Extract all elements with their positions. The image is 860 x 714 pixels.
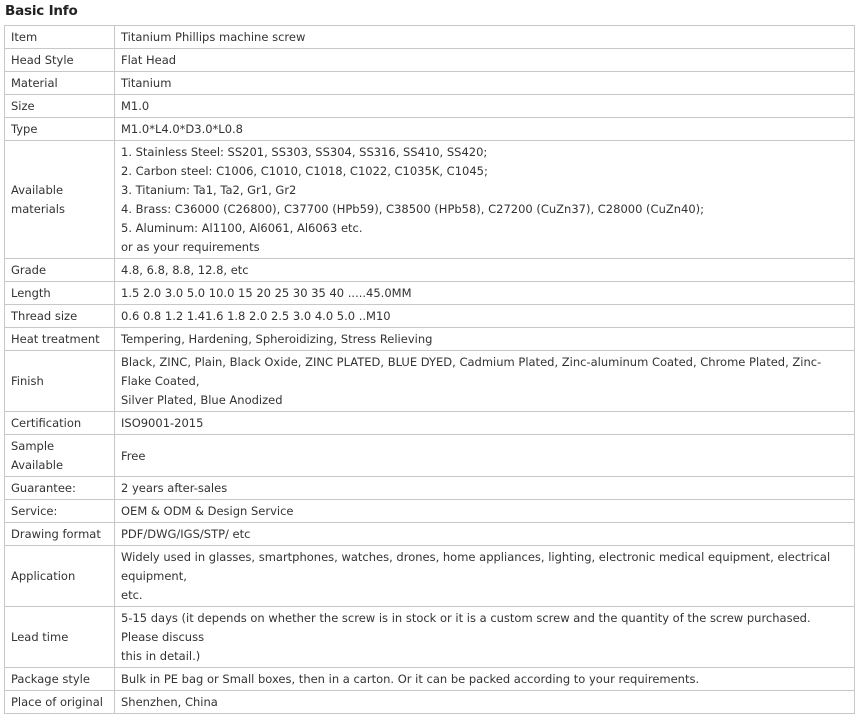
table-row — [5, 351, 855, 412]
table-row — [5, 305, 855, 328]
table-row — [5, 523, 855, 546]
value-line: 0.6 0.8 1.2 1.41.6 1.8 2.0 2.5 3.0 4.0 5.0 ..M10 — [121, 309, 391, 323]
row-label: Grade — [5, 259, 115, 282]
value-line: Bulk in PE bag or Small boxes, then in a carton. Or it can be packed according to your requirements. — [121, 672, 700, 686]
row-value — [115, 435, 855, 477]
table-row — [5, 607, 855, 668]
value-line: PDF/DWG/IGS/STP/ etc — [121, 527, 251, 541]
value-line: ISO9001-2015 — [121, 416, 204, 430]
row-label: Size — [5, 95, 115, 118]
value-line: M1.0*L4.0*D3.0*L0.8 — [121, 122, 243, 136]
row-label: Finish — [5, 351, 115, 412]
value-line: or as your requirements — [121, 240, 260, 254]
value-line: 4.8, 6.8, 8.8, 12.8, etc — [121, 263, 249, 277]
table-row — [5, 546, 855, 607]
table-row — [5, 26, 855, 49]
value-line: 2 years after-sales — [121, 481, 228, 495]
section-title: Basic Info — [5, 3, 78, 19]
table-row — [5, 328, 855, 351]
row-label: Application — [5, 546, 115, 607]
row-value — [115, 282, 855, 305]
row-value — [115, 95, 855, 118]
row-value — [115, 49, 855, 72]
row-label: Length — [5, 282, 115, 305]
row-label: Certification — [5, 412, 115, 435]
value-line: 4. Brass: C36000 (C26800), C37700 (HPb59), C38500 (HPb58), C27200 (CuZn37), C28000 (CuZn40); — [121, 202, 705, 216]
table-row — [5, 668, 855, 691]
row-value — [115, 118, 855, 141]
row-value — [115, 72, 855, 95]
table-row — [5, 500, 855, 523]
value-line: Silver Plated, Blue Anodized — [121, 393, 283, 407]
spec-table — [4, 25, 855, 714]
row-value — [115, 477, 855, 500]
row-label: Lead time — [5, 607, 115, 668]
value-line: etc. — [121, 588, 143, 602]
row-value — [115, 412, 855, 435]
row-label: Available materials — [5, 141, 115, 259]
row-label: Service: — [5, 500, 115, 523]
row-value — [115, 546, 855, 607]
value-line: OEM & ODM & Design Service — [121, 504, 294, 518]
table-row — [5, 435, 855, 477]
value-line: Flat Head — [121, 53, 177, 67]
table-row — [5, 118, 855, 141]
row-value — [115, 523, 855, 546]
row-label: Drawing format — [5, 523, 115, 546]
row-label: Sample Available — [5, 435, 115, 477]
row-label: Package style — [5, 668, 115, 691]
row-label: Heat treatment — [5, 328, 115, 351]
row-value — [115, 141, 855, 259]
value-line: M1.0 — [121, 99, 150, 113]
row-label: Type — [5, 118, 115, 141]
row-label: Place of original — [5, 691, 115, 714]
table-row — [5, 412, 855, 435]
value-line: 1. Stainless Steel: SS201, SS303, SS304, SS316, SS410, SS420; — [121, 145, 488, 159]
row-value — [115, 328, 855, 351]
row-label: Material — [5, 72, 115, 95]
value-line: this in detail.) — [121, 649, 201, 663]
row-value — [115, 351, 855, 412]
table-row — [5, 691, 855, 714]
spec-table-body — [5, 26, 855, 714]
value-line: Shenzhen, China — [121, 695, 218, 709]
row-value — [115, 259, 855, 282]
row-value — [115, 26, 855, 49]
row-label: Head Style — [5, 49, 115, 72]
value-line: 5. Aluminum: Al1100, Al6061, Al6063 etc. — [121, 221, 363, 235]
table-row — [5, 477, 855, 500]
row-label: Guarantee: — [5, 477, 115, 500]
table-row — [5, 282, 855, 305]
value-line: Widely used in glasses, smartphones, watches, drones, home appliances, lighting, electronic medical equipment, electrical equipment, — [121, 550, 831, 583]
row-value — [115, 500, 855, 523]
value-line: Titanium — [121, 76, 172, 90]
row-label: Item — [5, 26, 115, 49]
value-line: Titanium Phillips machine screw — [121, 30, 306, 44]
row-value — [115, 607, 855, 668]
row-label: Thread size — [5, 305, 115, 328]
value-line: 3. Titanium: Ta1, Ta2, Gr1, Gr2 — [121, 183, 297, 197]
table-row — [5, 72, 855, 95]
table-row — [5, 95, 855, 118]
value-line: Black, ZINC, Plain, Black Oxide, ZINC PLATED, BLUE DYED, Cadmium Plated, Zinc-aluminum Coated, Chrome Plated, Zinc-Flake Coated, — [121, 355, 822, 388]
value-line: Free — [121, 448, 146, 463]
row-value — [115, 305, 855, 328]
table-row — [5, 141, 855, 259]
row-value — [115, 668, 855, 691]
value-line: 2. Carbon steel: C1006, C1010, C1018, C1022, C1035K, C1045; — [121, 164, 488, 178]
value-line: 1.5 2.0 3.0 5.0 10.0 15 20 25 30 35 40 .....45.0MM — [121, 286, 412, 300]
value-line: 5-15 days (it depends on whether the screw is in stock or it is a custom screw and the quantity of the screw purchased. Please discuss — [121, 611, 811, 644]
table-row — [5, 259, 855, 282]
row-value — [115, 691, 855, 714]
value-line: Tempering, Hardening, Spheroidizing, Stress Relieving — [121, 332, 433, 346]
table-row — [5, 49, 855, 72]
